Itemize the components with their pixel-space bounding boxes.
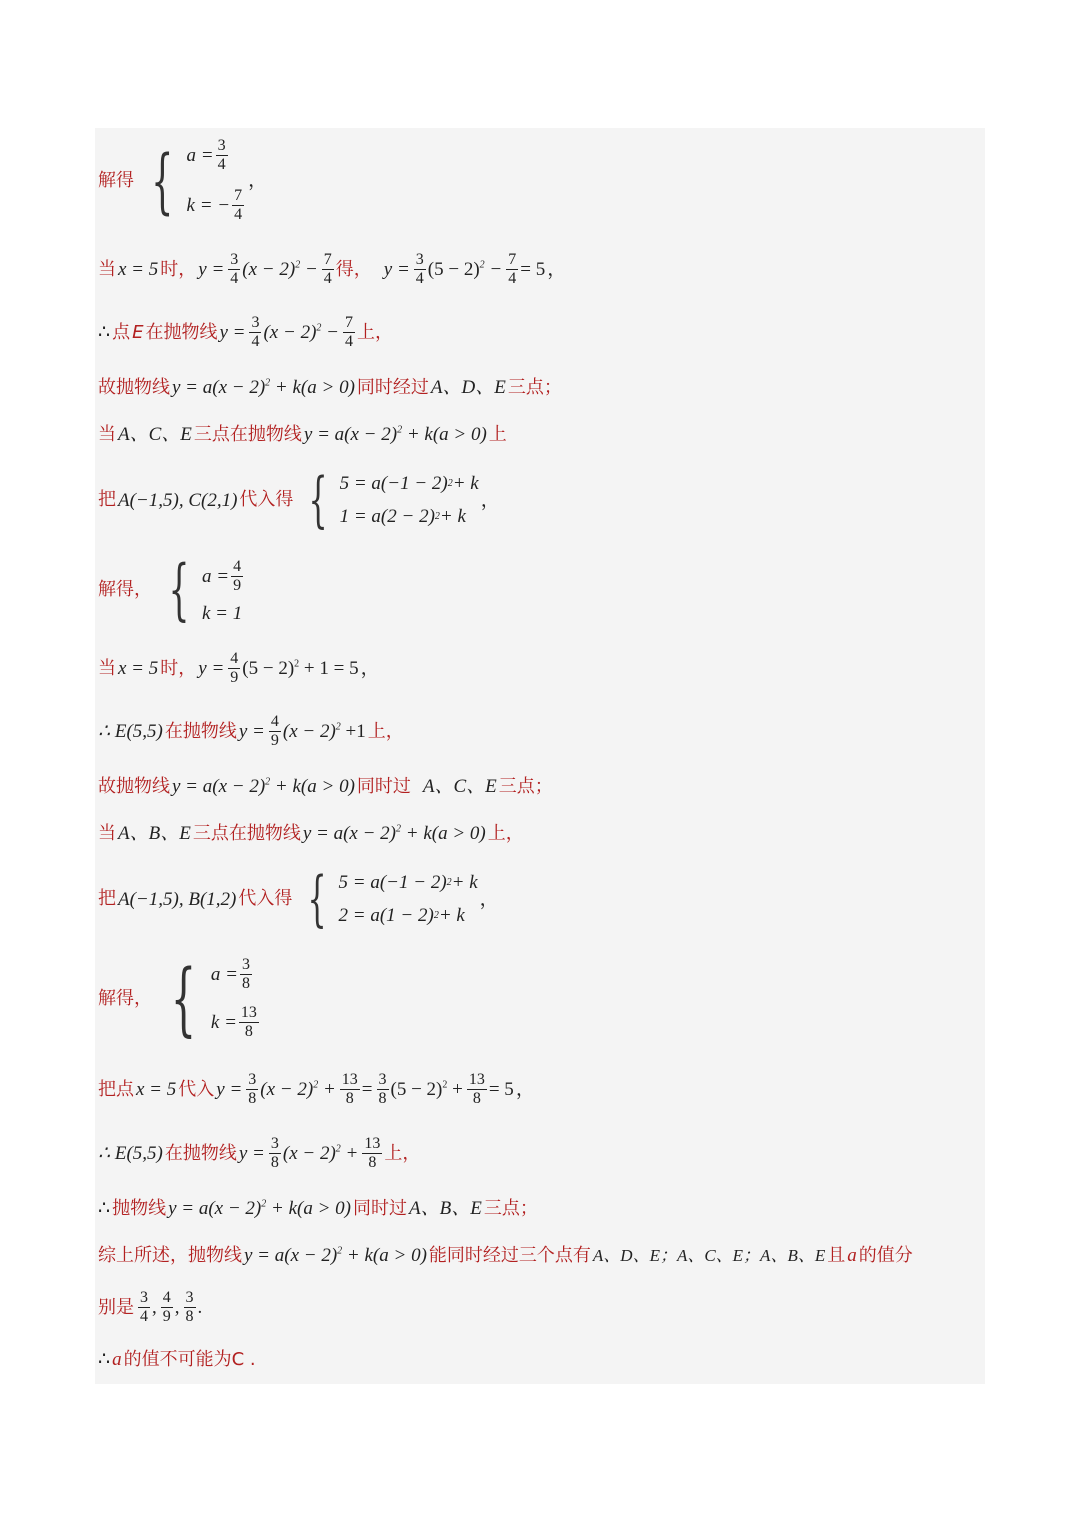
eq-k: k = − (186, 195, 231, 217)
math: A、D、E (430, 377, 506, 398)
solution-line-4 (98, 378, 564, 397)
frac-num: 3 (138, 1289, 150, 1308)
math: $(5 - 2)^2 + 1 = 5$ (242, 658, 359, 680)
frac-den: 8 (378, 1090, 387, 1108)
text: 同时经过 (356, 376, 429, 398)
math: $(5 - 2)^2$ − (427, 259, 503, 281)
punct: ， (480, 489, 500, 511)
solution-line-9 (98, 713, 406, 751)
solution-line-5 (98, 425, 509, 444)
eq-row: 5 = a(−1 − 2) (338, 872, 447, 893)
text: 解得， (98, 987, 152, 1009)
solution-line-8 (98, 650, 382, 688)
math: $y = a(x - 2)^2 + k(a > 0)$ (302, 823, 486, 844)
text: 上 (488, 423, 507, 445)
math: $y = a(x - 2)^2 + k(a > 0)$ (172, 377, 355, 398)
frac-den: 4 (217, 156, 226, 174)
text: 时， (160, 657, 197, 679)
text: 的值不可能为C . (123, 1348, 256, 1370)
text: 上， (356, 321, 393, 343)
math: ∴ E(5,5) (98, 1143, 163, 1165)
solution-line-10 (98, 777, 555, 796)
frac-den: 9 (230, 669, 239, 687)
punct: ， (360, 658, 380, 680)
eq-a: a = (202, 566, 230, 588)
frac-num: 4 (228, 650, 240, 669)
left-brace-icon: { (170, 951, 197, 1045)
frac-den: 4 (230, 270, 239, 288)
text: 在抛物线 (164, 720, 237, 742)
punct: , (174, 1297, 180, 1319)
math: $(x - 2)^2$ − (263, 322, 339, 344)
frac-den: 9 (162, 1308, 171, 1326)
frac-den: 4 (234, 206, 243, 224)
punct: ， (547, 259, 567, 281)
text: 在抛物线 (145, 321, 218, 343)
text: 把 (98, 888, 116, 909)
math: A(−1,5), B(1,2) (118, 888, 237, 910)
frac-den: 8 (244, 1023, 253, 1041)
text: E (132, 321, 144, 343)
math: = 5 (520, 259, 546, 281)
frac-num: 4 (269, 713, 281, 732)
text: 代入得 (238, 888, 293, 909)
solution-line-19 (98, 1350, 258, 1369)
solution-line-1 (98, 135, 269, 227)
math: y = (198, 658, 225, 680)
frac-num: 13 (362, 1135, 382, 1154)
math: $(x - 2)^2$ + (282, 1143, 359, 1165)
solution-line-15 (98, 1135, 422, 1173)
math: y = (238, 1143, 265, 1165)
solution-line-16 (98, 1199, 540, 1218)
frac-num: 7 (506, 251, 518, 270)
frac-num: 7 (232, 187, 244, 206)
text: 上， (487, 822, 524, 844)
text: 代入 (178, 1078, 215, 1100)
left-brace-icon: { (308, 465, 329, 535)
frac-den: 8 (368, 1154, 377, 1172)
solution-line-2 (98, 251, 568, 289)
math: = 5 (488, 1079, 514, 1101)
math: $y = a(x - 2)^2 + k(a > 0)$ (168, 1198, 351, 1219)
frac-num: 3 (414, 251, 426, 270)
text: 时， (160, 258, 197, 280)
solution-line-18 (98, 1289, 204, 1327)
left-brace-icon: { (151, 139, 174, 222)
frac-den: 9 (233, 577, 242, 595)
text: 同时过 (356, 775, 411, 797)
punct: , (152, 1297, 157, 1319)
frac-den: 4 (323, 270, 332, 288)
solution-line-12 (98, 864, 501, 934)
frac-den: 8 (248, 1090, 257, 1108)
frac-num: 3 (184, 1289, 196, 1308)
math: A(−1,5), C(2,1) (118, 489, 238, 511)
math: A、D、E；A、C、E；A、B、E (592, 1246, 826, 1265)
therefore-symbol: ∴ (98, 1349, 111, 1370)
text: 三点在抛物线 (193, 423, 302, 445)
eq-a: a = (210, 964, 238, 986)
text: 上， (384, 1142, 421, 1164)
text: 综上所述，抛物线 (98, 1244, 242, 1266)
frac-num: 3 (377, 1071, 389, 1090)
solution-line-3 (98, 314, 395, 352)
text: 同时过 (353, 1197, 407, 1219)
frac-den: 8 (241, 975, 250, 993)
therefore-symbol: ∴ (98, 322, 111, 344)
text: 故抛物线 (98, 775, 170, 797)
left-brace-icon: { (307, 864, 327, 934)
eq-k: k = 1 (202, 602, 243, 624)
therefore-symbol: ∴ (98, 1198, 111, 1219)
math: $(x - 2)^2 +1$ (282, 721, 366, 743)
frac-den: 9 (270, 732, 279, 750)
frac-num: 7 (343, 314, 355, 333)
frac-num: 3 (240, 956, 252, 975)
text: 别是 (98, 1296, 134, 1318)
equation-system: { 5 = a(−1 − 2) 2 + k 1 = a(2 − 2) 2 + k (308, 465, 479, 535)
math: $y = a(x - 2)^2 + k(a > 0)$ (303, 424, 487, 445)
solution-line-13 (98, 951, 263, 1045)
math: y = (238, 721, 265, 743)
eq-row: 1 = a(2 − 2) (339, 506, 435, 527)
math: $(x - 2)^2$ − (242, 259, 318, 281)
text: 故抛物线 (98, 376, 170, 398)
solution-line-11 (98, 824, 526, 843)
text: 三点； (483, 1197, 538, 1219)
text: 当 (98, 657, 116, 679)
equation-system (158, 551, 245, 629)
text: 当 (98, 258, 116, 280)
punct: ， (479, 888, 499, 910)
math: A、C、E (422, 776, 497, 797)
frac-den: 8 (185, 1308, 194, 1326)
text: 上， (367, 720, 404, 742)
math: A、C、E (118, 424, 192, 445)
text: 三点； (498, 775, 553, 797)
frac-num: 3 (249, 314, 261, 333)
math: $(x - 2)^2$ + (260, 1079, 336, 1101)
math: a (112, 1349, 122, 1370)
text: 点 (112, 321, 131, 343)
solution-line-7 (98, 551, 247, 629)
text: 三点； (507, 376, 562, 398)
math: y = (216, 1079, 243, 1101)
text: 代入得 (239, 489, 294, 510)
punct: ， (515, 1079, 535, 1101)
math: $y = a(x - 2)^2 + k(a > 0)$ (244, 1245, 427, 1266)
punct: . (197, 1297, 203, 1319)
solution-line-6 (98, 465, 502, 535)
punct: ， (248, 170, 268, 192)
eq-a: a = (186, 145, 214, 167)
math: x = 5 (118, 259, 159, 281)
frac-num: 13 (239, 1004, 259, 1023)
math: ∴ E(5,5) (98, 721, 163, 743)
frac-den: 8 (345, 1090, 354, 1108)
left-brace-icon: { (168, 551, 190, 629)
text: 解得 (98, 169, 134, 191)
text: 当 (98, 822, 116, 844)
text: 把 (98, 489, 116, 510)
frac-den: 8 (270, 1154, 279, 1172)
eq-row: 5 = a(−1 − 2) (339, 473, 448, 494)
text: 得， (335, 258, 372, 280)
text: 能同时经过三个点有 (428, 1244, 591, 1266)
math: x = 5 (136, 1079, 177, 1101)
math: A、B、E (409, 1198, 482, 1219)
math: y = (198, 259, 225, 281)
text: 解得， (98, 579, 152, 601)
math: $y = a(x - 2)^2 + k(a > 0)$ (172, 776, 355, 797)
frac-den: 4 (344, 333, 353, 351)
eq-k: k = (210, 1012, 237, 1034)
math: $(5 - 2)^2$ + (390, 1079, 463, 1101)
frac-den: 4 (415, 270, 424, 288)
equation-system (140, 135, 246, 227)
equation-system (158, 951, 261, 1045)
frac-num: 3 (269, 1135, 281, 1154)
math: a (847, 1245, 857, 1266)
frac-num: 4 (231, 558, 243, 577)
text: 抛物线 (112, 1197, 167, 1219)
solution-line-17 (98, 1246, 915, 1265)
math: y = (219, 322, 246, 344)
text: 的值分 (858, 1244, 913, 1266)
frac-num: 3 (246, 1071, 258, 1090)
equation-system: { 5 = a(−1 − 2) 2 + k 2 = a(1 − 2) 2 + k (307, 864, 478, 934)
math: = (361, 1079, 373, 1101)
text: 且 (827, 1244, 846, 1266)
frac-den: 4 (140, 1308, 148, 1326)
text: 在抛物线 (164, 1142, 237, 1164)
frac-den: 8 (472, 1090, 481, 1108)
eq-row: 2 = a(1 − 2) (338, 905, 434, 926)
math: A、B、E (118, 823, 191, 844)
solution-line-14 (98, 1071, 537, 1109)
frac-num: 4 (161, 1289, 173, 1308)
frac-num: 3 (228, 251, 240, 270)
text: 当 (98, 423, 116, 445)
math: x = 5 (118, 658, 159, 680)
math: y = (383, 259, 410, 281)
frac-num: 13 (467, 1071, 487, 1090)
frac-num: 3 (216, 137, 228, 156)
frac-num: 7 (322, 251, 334, 270)
text: 把点 (98, 1078, 134, 1100)
text: 三点在抛物线 (192, 822, 301, 844)
frac-den: 4 (508, 270, 517, 288)
frac-den: 4 (251, 333, 260, 351)
frac-num: 13 (340, 1071, 360, 1090)
